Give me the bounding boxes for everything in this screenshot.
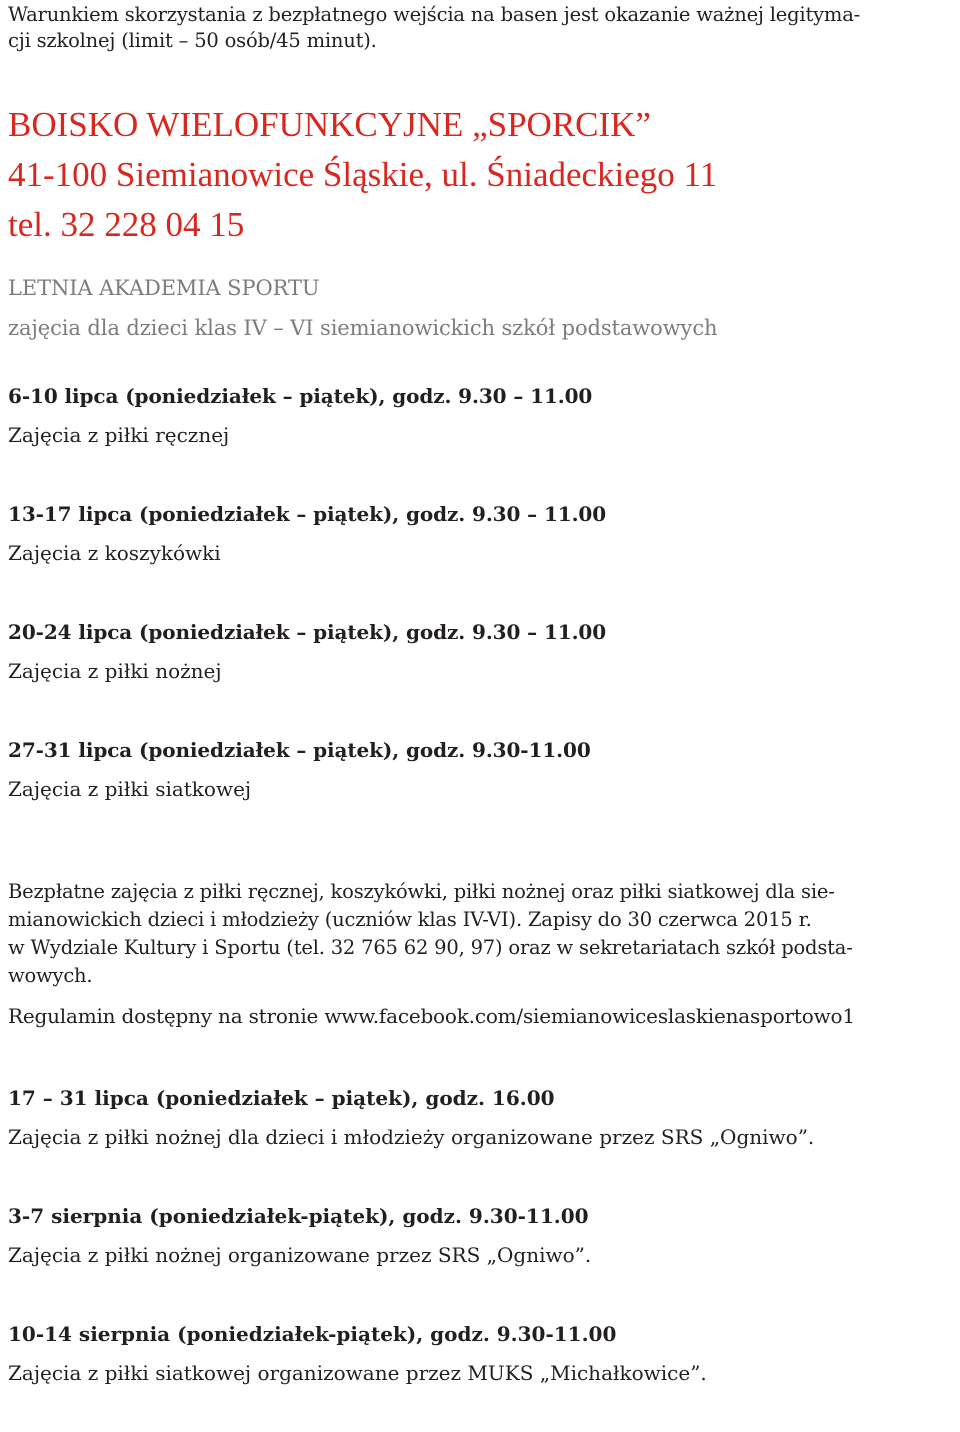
academy-subtitle: zajęcia dla dzieci klas IV – VI siemianowickich szkół podstawowych <box>8 316 718 340</box>
academy-block <box>8 268 952 348</box>
venue-name: BOISKO WIELOFUNKCYJNE „SPORCIK” <box>8 105 651 144</box>
venue-block <box>8 100 952 250</box>
event-dates: 10-14 sierpnia (poniedziałek-piątek), godz. 9.30-11.00 <box>8 1322 617 1346</box>
session-list <box>8 376 952 848</box>
event-activity: Zajęcia z piłki siatkowej organizowane przez MUKS „Michałkowice”. <box>8 1361 707 1385</box>
session-activity: Zajęcia z piłki nożnej <box>8 659 222 683</box>
session-activity: Zajęcia z koszykówki <box>8 541 221 565</box>
event-item <box>8 1196 952 1314</box>
pool-entry-note-line-2: cji szkolnej (limit – 50 osób/45 minut). <box>8 29 377 52</box>
pool-entry-note-line-1: Warunkiem skorzystania z bezpłatnego wejścia na basen jest okazanie ważnej legityma- <box>8 3 861 26</box>
event-dates: 17 – 31 lipca (poniedziałek – piątek), godz. 16.00 <box>8 1086 555 1110</box>
session-item <box>8 730 952 848</box>
registration-info-text <box>8 878 952 990</box>
session-dates: 20-24 lipca (poniedziałek – piątek), godz. 9.30 – 11.00 <box>8 620 607 644</box>
session-item <box>8 376 952 494</box>
event-activity: Zajęcia z piłki nożnej dla dzieci i młodzieży organizowane przez SRS „Ogniwo”. <box>8 1125 815 1149</box>
rules-link-text: Regulamin dostępny na stronie www.facebook.com/siemianowiceslaskienasportowo1 <box>8 1004 855 1028</box>
registration-info-line-2: mianowickich dzieci i młodzieży (uczniów klas IV-VI). Zapisy do 30 czerwca 2015 r. <box>8 908 812 931</box>
session-activity: Zajęcia z piłki siatkowej <box>8 777 252 801</box>
registration-info <box>8 878 952 1030</box>
registration-info-line-1: Bezpłatne zajęcia z piłki ręcznej, koszykówki, piłki nożnej oraz piłki siatkowej dla sie- <box>8 880 835 903</box>
session-dates: 6-10 lipca (poniedziałek – piątek), godz. 9.30 – 11.00 <box>8 384 593 408</box>
pool-entry-note <box>8 0 952 54</box>
session-dates: 27-31 lipca (poniedziałek – piątek), godz. 9.30-11.00 <box>8 738 591 762</box>
event-item <box>8 1078 952 1196</box>
session-item <box>8 612 952 730</box>
venue-address: 41-100 Siemianowice Śląskie, ul. Śniadeckiego 11 <box>8 155 718 194</box>
event-item <box>8 1314 952 1432</box>
document-page <box>8 0 952 1432</box>
session-dates: 13-17 lipca (poniedziałek – piątek), godz. 9.30 – 11.00 <box>8 502 607 526</box>
academy-title: LETNIA AKADEMIA SPORTU <box>8 276 320 300</box>
venue-phone: tel. 32 228 04 15 <box>8 205 245 244</box>
event-list <box>8 1078 952 1432</box>
session-activity: Zajęcia z piłki ręcznej <box>8 423 230 447</box>
session-item <box>8 494 952 612</box>
registration-info-line-3: w Wydziale Kultury i Sportu (tel. 32 765 62 90, 97) oraz w sekretariatach szkół podsta- <box>8 936 853 959</box>
registration-info-line-4: wowych. <box>8 964 93 987</box>
event-dates: 3-7 sierpnia (poniedziałek-piątek), godz. 9.30-11.00 <box>8 1204 589 1228</box>
event-activity: Zajęcia z piłki nożnej organizowane przez SRS „Ogniwo”. <box>8 1243 592 1267</box>
